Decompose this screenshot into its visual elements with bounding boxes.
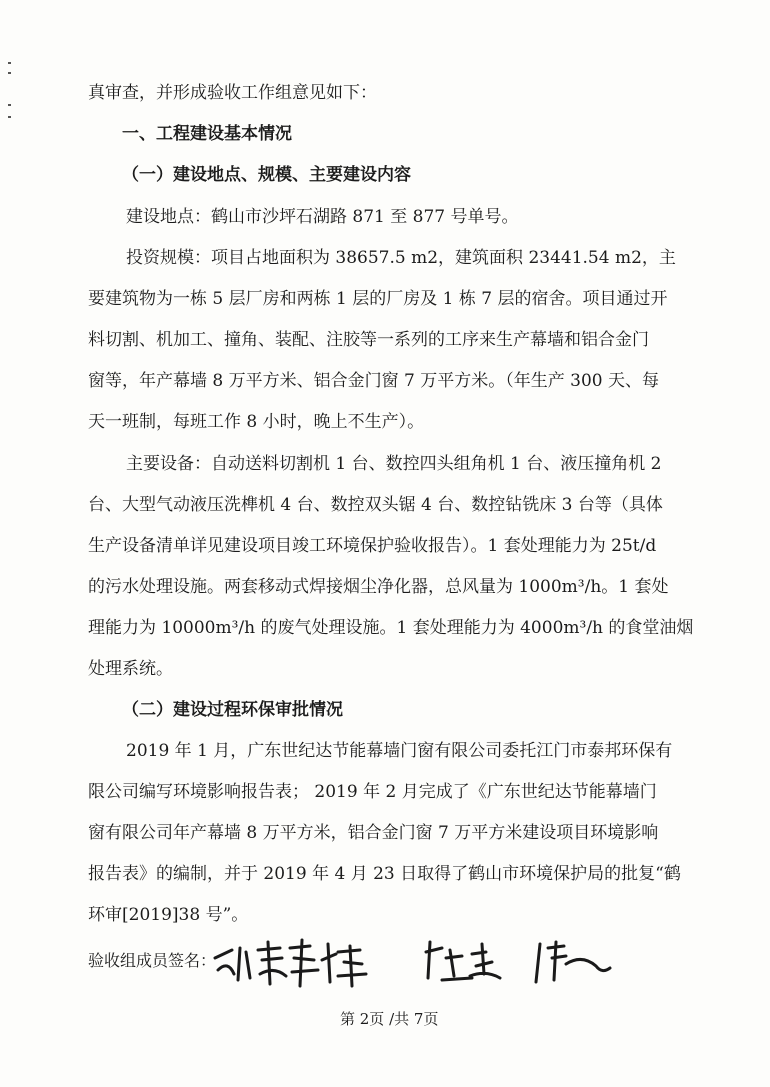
section-heading: 一、工程建设基本情况 [122,124,292,144]
body-text-line: 天一班制，每班工作 8 小时，晚上不生产）。 [88,412,425,432]
page-footer: 第 2页 /共 7页 [340,1010,439,1028]
body-text-line: 限公司编写环境影响报告表； 2019 年 2 月完成了《广东世纪达节能幕墙门 [88,782,657,802]
scan-mark [8,72,11,74]
body-text-line: 建设地点：鹤山市沙坪石湖路 871 至 877 号单号。 [126,207,519,227]
body-text-line: 窗等，年产幕墙 8 万平方米、铝合金门窗 7 万平方米。（年生产 300 天、每 [88,371,660,391]
subsection-heading: （二）建设过程环保审批情况 [122,700,343,720]
scan-mark [8,116,11,118]
body-text-line: 主要设备：自动送料切割机 1 台、数控四头组角机 1 台、液压撞角机 2 [126,454,662,474]
body-text-line: 窗有限公司年产幕墙 8 万平方米，铝合金门窗 7 万平方米建设项目环境影响 [88,823,659,843]
scan-mark [8,104,11,106]
body-text-line: 料切割、机加工、撞角、装配、注胶等一系列的工序来生产幕墙和铝合金门 [88,330,649,350]
body-text-line: 的污水处理设施。两套移动式焊接烟尘净化器，总风量为 1000m³/h。1 套处 [88,577,669,597]
body-text-line: 真审查，并形成验收工作组意见如下： [88,83,377,103]
body-text-line: 投资规模：项目占地面积为 38657.5 m2，建筑面积 23441.54 m2，主 [126,248,676,268]
subsection-heading: （一）建设地点、规模、主要建设内容 [122,165,411,185]
body-text-line: 生产设备清单详见建设项目竣工环境保护验收报告）。1 套处理能力为 25t/d [88,536,657,556]
body-text-line: 处理系统。 [88,659,173,679]
body-text-line: 台、大型气动液压洗榫机 4 台、数控双头锯 4 台、数控钻铣床 3 台等（具体 [88,495,663,515]
body-text-line: 报告表》的编制，并于 2019 年 4 月 23 日取得了鹤山市环境保护局的批复“鹤 [88,864,681,884]
body-text-line: 要建筑物为一栋 5 层厂房和两栋 1 层的厂房及 1 栋 7 层的宿舍。项目通过开 [88,289,668,309]
scan-mark [8,62,11,64]
signature-label: 验收组成员签名： [88,951,217,970]
body-text-line: 2019 年 1 月，广东世纪达节能幕墙门窗有限公司委托江门市泰邦环保有 [126,741,673,761]
body-text-line: 环审[2019]38 号”。 [88,905,249,925]
handwritten-signatures [210,930,630,990]
body-text-line: 理能力为 10000m³/h 的废气处理设施。1 套处理能力为 4000m³/h 的食堂油烟 [88,618,694,638]
